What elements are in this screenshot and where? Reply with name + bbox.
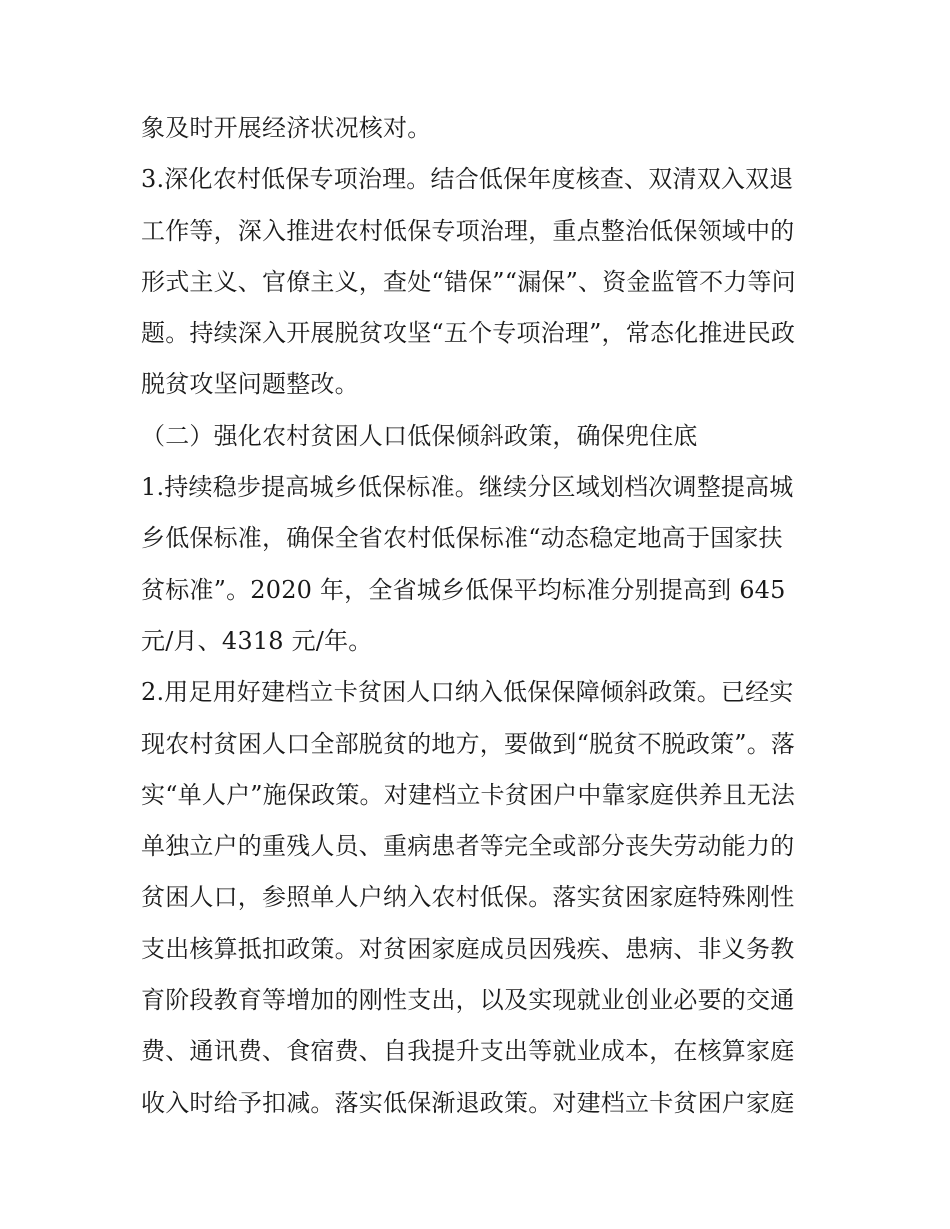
text-line: 元/月、4318 元/年。 [141,626,373,655]
text-line: 单独立户的重残人员、重病患者等完全或部分丧失劳动能力的 [141,832,795,861]
text-line: 3.深化农村低保专项治理。结合低保年度核查、双清双入双退 [141,165,794,194]
text-line: 脱贫攻坚问题整改。 [141,370,359,399]
text-line: 育阶段教育等增加的刚性支出，以及实现就业创业必要的交通 [141,986,795,1015]
text-line: 2.用足用好建档立卡贫困人口纳入低保保障倾斜政策。已经实 [141,678,794,707]
text-line: 形式主义、官僚主义，查处“错保”“漏保”、资金监管不力等问 [141,267,796,296]
text-line: 收入时给予扣减。落实低保渐退政策。对建档立卡贫困户家庭 [141,1088,795,1117]
text-line: 题。持续深入开展脱贫攻坚“五个专项治理”，常态化推进民政 [141,319,796,348]
text-line: 贫困人口，参照单人户纳入农村低保。落实贫困家庭特殊刚性 [141,883,795,912]
document-body [141,106,821,1132]
text-line: 工作等，深入推进农村低保专项治理，重点整治低保领域中的 [141,216,795,245]
text-line: 实“单人户”施保政策。对建档立卡贫困户中靠家庭供养且无法 [141,780,796,809]
text-line: 支出核算抵扣政策。对贫困家庭成员因残疾、患病、非义务教 [141,934,795,963]
text-line: 象及时开展经济状况核对。 [141,114,432,142]
text-line: 1.持续稳步提高城乡低保标准。继续分区域划档次调整提高城 [141,473,794,502]
text-line: 贫标准”。2020 年，全省城乡低保平均标准分别提高到 645 [141,575,786,604]
text-line: 乡低保标准，确保全省农村低保标准“动态稳定地高于国家扶 [141,524,783,553]
text-line: 费、通讯费、食宿费、自我提升支出等就业成本，在核算家庭 [141,1037,795,1066]
section-heading: （二）强化农村贫困人口低保倾斜政策，确保兜住底 [141,421,698,450]
text-line: 现农村贫困人口全部脱贫的地方，要做到“脱贫不脱政策”。落 [141,729,796,758]
